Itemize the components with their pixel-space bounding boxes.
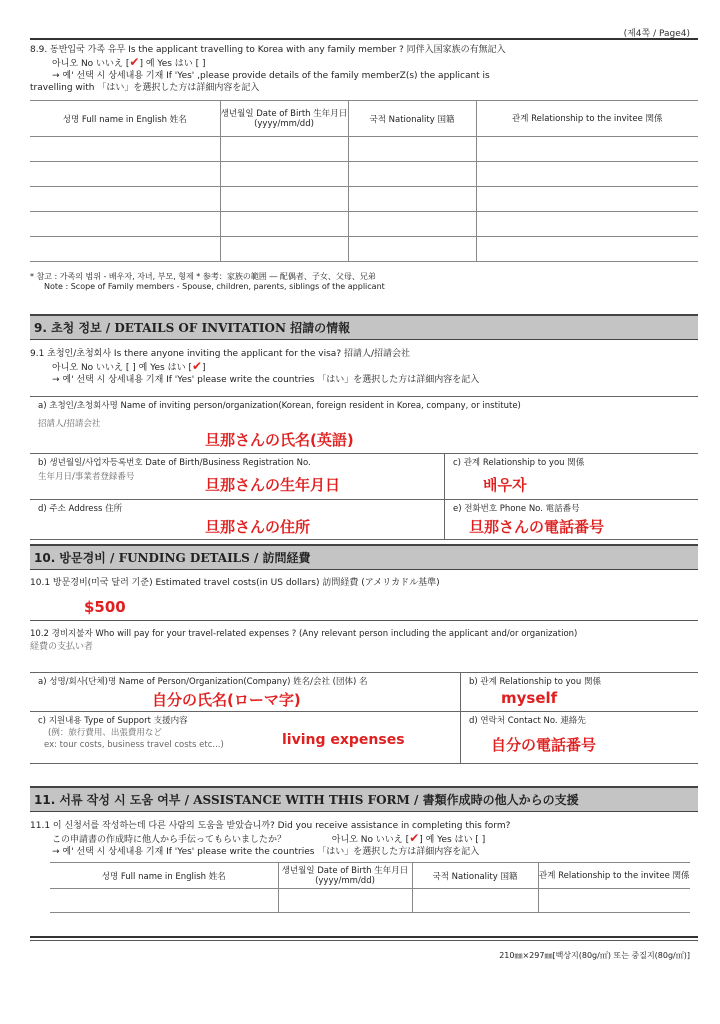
question-9-1: 9.1 초청인/초청회사 Is there anyone inviting the applicant for the visa? 招請人/招請会社 — [30, 349, 410, 359]
question-10-1: 10.1 방문경비(미국 달러 기준) Estimated travel costs(in US dollars) 訪問経費 (アメリカドル基準) — [30, 578, 440, 588]
family-scope-note: * 참고 : 가족의 범위 - 배우자, 자녀, 부모, 형제 * 参考：家族の範囲 ― 配偶者、子女、父母、兄弟 — [30, 272, 376, 281]
inviter-address-value: 旦那さんの住所 — [205, 518, 311, 536]
section-11-title-ko: 11. 서류 작성 시 도움 여부 / — [34, 793, 190, 807]
header-dob: 생년월일 Date of Birth 生年月日 (yyyy/mm/dd) — [278, 863, 412, 889]
question-10-2-ja: 経費の支払い者 — [30, 642, 94, 652]
question-9-1-block — [30, 348, 698, 386]
payer-name-label: a) 성명/회사(단체)명 Name of Person/Organization(Company) 姓名/会社 (団体) 名 — [38, 677, 368, 687]
section-10-title-en: FUNDING DETAILS / — [118, 551, 259, 565]
payer-name-value: 自分の氏名(ローマ字) — [152, 691, 301, 709]
question-8-9: 8.9. 동반입국 가족 유무 Is the applicant travelling to Korea with any family member ? 同伴入国家族の有無記入 — [30, 45, 506, 55]
yes-option: ] 예 Yes はい [ ] — [419, 835, 486, 845]
checkmark-icon: ✔ — [409, 831, 420, 845]
inviter-phone-label: e) 전화번호 Phone No. 電話番号 — [453, 504, 580, 514]
table-cell[interactable] — [538, 889, 690, 913]
header-full-name: 성명 Full name in English 姓名 — [30, 101, 220, 137]
inviter-name-label: a) 초청인/초청회사명 Name of inviting person/organization(Korean, foreign resident in Korea, company, or institute) — [38, 401, 521, 411]
instruction-9-1: → 예' 선택 시 상세내용 기재 If 'Yes' please write the countries 「はい」を選択した方は詳細内容を記入 — [52, 375, 480, 385]
table-cell[interactable] — [348, 212, 476, 237]
header-relationship: 관계 Relationship to the invitee 関係 — [538, 863, 690, 889]
table-cell[interactable] — [278, 889, 412, 913]
section-10-title-ko: 10. 방문경비 / — [34, 551, 115, 565]
family-member-table — [30, 100, 698, 262]
section-8-9 — [30, 38, 698, 292]
yes-option: ] 예 Yes はい [ ] — [139, 59, 206, 69]
question-11-1-options — [30, 832, 698, 846]
support-type-example-en: ex: tour costs, business travel costs etc...) — [44, 740, 224, 750]
section-11-title-ja: 書類作成時の他人からの支援 — [422, 793, 579, 807]
table-cell[interactable] — [30, 162, 220, 187]
table-cell[interactable] — [220, 237, 348, 262]
family-scope-note-en: Note : Scope of Family members - Spouse, children, parents, siblings of the applicant — [44, 282, 385, 291]
footer-divider — [30, 936, 698, 938]
table-cell[interactable] — [30, 237, 220, 262]
support-type-label: c) 지원내용 Type of Support 支援内容 — [38, 716, 188, 726]
section-9-title-en: DETAILS OF INVITATION — [114, 321, 286, 335]
checkmark-icon: ✔ — [129, 55, 140, 69]
payer-relationship-label: b) 관계 Relationship to you 関係 — [469, 677, 601, 687]
table-row — [30, 137, 698, 162]
question-11-1: 11.1 이 신청서를 작성하는데 다른 사람의 도움을 받았습니까? Did you receive assistance in completing this form? — [30, 821, 511, 831]
option-close: ] — [202, 363, 206, 373]
row-inviter-dob — [30, 454, 698, 500]
table-cell[interactable] — [348, 162, 476, 187]
field-inviter-phone[interactable] — [444, 500, 698, 539]
travel-cost-value[interactable]: $500 — [84, 598, 126, 616]
field-payer-contact[interactable] — [460, 712, 698, 763]
header-dob: 생년월일 Date of Birth 生年月日 (yyyy/mm/dd) — [220, 101, 348, 137]
row-inviter-address — [30, 500, 698, 540]
inviter-relationship-value: 배우자 — [483, 476, 527, 494]
table-cell[interactable] — [220, 162, 348, 187]
payer-contact-label: d) 연락처 Contact No. 連絡先 — [469, 716, 586, 726]
table-cell[interactable] — [476, 162, 698, 187]
field-support-type[interactable] — [30, 712, 460, 763]
section-11-title-en: ASSISTANCE WITH THIS FORM / — [193, 793, 419, 807]
table-cell[interactable] — [30, 212, 220, 237]
section-9-header — [30, 314, 698, 340]
inviter-address-label: d) 주소 Address 住所 — [38, 504, 123, 514]
inviter-phone-value: 旦那さんの電話番号 — [469, 518, 605, 536]
divider — [30, 620, 698, 621]
field-payer-relationship[interactable] — [460, 673, 698, 711]
table-cell[interactable] — [476, 212, 698, 237]
support-type-value: living expenses — [282, 732, 405, 748]
question-10-2: 10.2 경비지불자 Who will pay for your travel-related expenses ? (Any relevant person including the applicant and/or organization) — [30, 629, 578, 639]
table-cell[interactable] — [348, 137, 476, 162]
table-cell[interactable] — [220, 137, 348, 162]
table-cell[interactable] — [476, 237, 698, 262]
header-nationality: 국적 Nationality 国籍 — [348, 101, 476, 137]
question-11-1-block — [30, 820, 698, 858]
section-10-header — [30, 544, 698, 570]
inviter-name-label-ja: 招請人/招請会社 — [38, 419, 101, 429]
table-cell[interactable] — [476, 187, 698, 212]
table-cell[interactable] — [476, 137, 698, 162]
checkmark-icon: ✔ — [191, 359, 203, 373]
instruction-11-1: → 예' 선택 시 상세내용 기재 If 'Yes' please write the countries 「はい」を選択した方は詳細内容を記入 — [52, 847, 480, 857]
payer-contact-value: 自分の電話番号 — [491, 736, 597, 754]
header-relationship: 관계 Relationship to the invitee 関係 — [476, 101, 698, 137]
inviter-name-value: 旦那さんの氏名(英語) — [205, 431, 354, 449]
support-type-example-ja: (例：旅行費用、出張費用など — [48, 728, 162, 738]
inviter-dob-label: b) 생년월일/사업자등록번호 Date of Birth/Business Registration No. — [38, 458, 311, 468]
header-nationality: 국적 Nationality 国籍 — [412, 863, 538, 889]
table-cell[interactable] — [220, 212, 348, 237]
table-header-row — [30, 101, 698, 137]
question-9-1-options — [30, 360, 698, 374]
no-option: 아니오 No いいえ [ — [52, 59, 130, 69]
assistance-table — [50, 862, 690, 913]
question-11-1-ja: この申請書の作成時に他人から手伝ってもらいましたか？ — [52, 835, 287, 845]
table-row — [30, 187, 698, 212]
field-payer-name[interactable] — [30, 673, 460, 711]
table-cell[interactable] — [50, 889, 278, 913]
inviter-relationship-label: c) 관계 Relationship to you 関係 — [453, 458, 585, 468]
field-inviter-name[interactable] — [30, 396, 698, 454]
inviter-dob-label-ja: 生年月日/事業者登録番号 — [38, 472, 135, 482]
payer-relationship-value: myself — [501, 689, 558, 707]
field-inviter-address[interactable] — [30, 500, 444, 539]
section-9-title-ja: 招請の情報 — [290, 321, 351, 335]
table-cell[interactable] — [348, 237, 476, 262]
table-row — [30, 237, 698, 262]
table-row — [50, 889, 690, 913]
table-row — [30, 162, 698, 187]
field-inviter-dob[interactable] — [30, 454, 444, 499]
table-cell[interactable] — [220, 187, 348, 212]
section-11-header — [30, 786, 698, 812]
no-option: 아니오 No いいえ [ ] 예 Yes はい [ — [52, 363, 192, 373]
row-payer-name — [30, 672, 698, 712]
question-8-9-options — [30, 56, 698, 70]
field-inviter-relationship[interactable] — [444, 454, 698, 499]
section-10-title-ja: 訪問経費 — [262, 551, 311, 565]
footer-divider-thin — [30, 940, 698, 941]
table-row — [30, 212, 698, 237]
inviter-dob-value: 旦那さんの生年月日 — [205, 476, 341, 494]
paper-spec-footer: 210㎜×297㎜[백상지(80g/㎡) 또는 중질지(80g/㎡)] — [499, 951, 690, 960]
table-header-row — [50, 863, 690, 889]
no-option: 아니오 No いいえ [ — [331, 835, 410, 845]
table-cell[interactable] — [30, 137, 220, 162]
table-cell[interactable] — [30, 187, 220, 212]
instruction-8-9: → 예' 선택 시 상세내용 기재 If 'Yes' ,please provide details of the family memberZ(s) the applicant is — [52, 71, 490, 81]
table-cell[interactable] — [412, 889, 538, 913]
row-support-type — [30, 712, 698, 764]
header-full-name: 성명 Full name in English 姓名 — [50, 863, 278, 889]
table-cell[interactable] — [348, 187, 476, 212]
instruction-8-9-cont: travelling with 「はい」を選択した方は詳細内容を記入 — [30, 83, 260, 93]
section-9-title-ko: 9. 초청 정보 / — [34, 321, 111, 335]
page-number: (제4쪽 / Page4) — [623, 29, 690, 39]
